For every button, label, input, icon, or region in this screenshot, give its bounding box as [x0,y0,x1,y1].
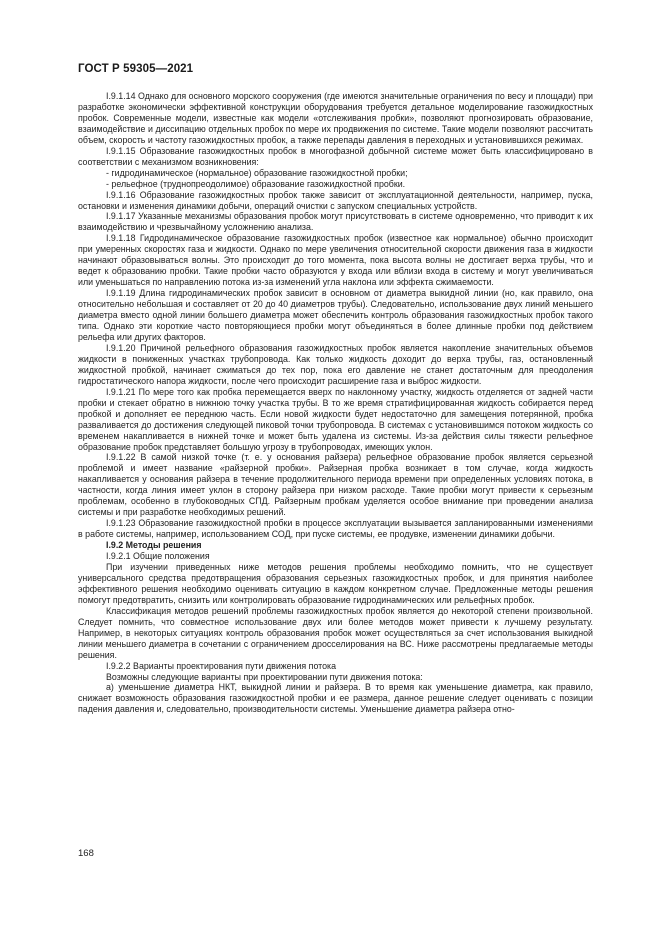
page-number: 168 [78,848,94,859]
paragraph-1-9-1-19: I.9.1.19 Длина гидродинамических пробок зависит в основном от диаметра выкидной линии (но, как правило, она относительно небольшая и составляет от 20 до 40 диаметров трубы). Следовательно, использование двух линий меньшего диаметра вместо одной линии большего диаметра может обеспечить контроль образования газожидкостных пробок такого типа. Однако эти короткие часто повторяющиеся пробки могут объединяться в более длинные пробки под действием рельефа или других факторов. [78,288,593,342]
subsection-heading: I.9.2.2 Варианты проектирования пути движения потока [106,660,337,671]
list-item: - гидродинамическое (нормальное) образование газожидкостной пробки; [106,167,408,178]
paragraph-1-9-1-22: I.9.1.22 В самой низкой точке (т. е. у основания райзера) рельефное образование пробок является серьезной проблемой и имеет название «райзерной пробки». Райзерная пробка возникает в том случае, когда жидкость накапливается у основания райзера в течение продолжительного периода времени при определенных условиях потока, в частности, когда линия имеет уклон в сторону райзера при низком расходе. Такие пробки могут привести к серьезным проблемам, особенно в глубоководных СПД. Райзерным пробкам уделяется особое внимание при проведении анализа системы и при разработке необходимых решений. [78,452,593,518]
paragraph: а) уменьшение диаметра НКТ, выкидной линии и райзера. В то время как уменьшение диаметра, как правило, снижает возможность образования газожидкостной пробки и ее размера, данное решение следует оценивать с позиции падения давления и, следовательно, производительности системы. Уменьшение диаметра райзера отно- [78,682,593,715]
paragraph-1-9-1-20: I.9.1.20 Причиной рельефного образования газожидкостных пробок является накопление значительных объемов жидкости в пониженных участках трубопровода. Как только жидкость доходит до верха трубы, газ, остановленный жидкостной пробкой, начинает сжиматься до тех пор, пока его давление не станет достаточным для преодоления гидростатического напора жидкости, после чего происходит расширение газа и выброс жидкости. [78,342,593,386]
section-heading: I.9.2 Методы решения [106,540,202,551]
paragraph-1-9-1-23: I.9.1.23 Образование газожидкостной пробки в процессе эксплуатации вызывается запланированными изменениями в работе системы, например, использованием СОД, при пуске системы, ее продувке, изменении динамики добычи. [78,518,593,540]
subsection-heading: I.9.2.1 Общие положения [106,551,210,562]
document-body [78,91,593,715]
paragraph-1-9-1-14: I.9.1.14 Однако для основного морского сооружения (где имеются значительные ограничения по весу и площади) при разработке экономически эффективной конструкции оборудования требуется детальное моделирование газожидкостных пробок. Современные модели, известные как модели «отслеживания пробки», позволяют прогнозировать образование, взаимодействие и диссипацию отдельных пробок по мере их продвижения по системе. Такие модели позволяют рассчитать объем, скорость и частоту газожидкостных пробок, а также перепады давления в переходных и установившихся режимах. [78,91,593,145]
standard-header: ГОСТ Р 59305—2021 [78,63,194,75]
paragraph-1-9-1-18: I.9.1.18 Гидродинамическое образование газожидкостных пробок (известное как нормальное) обычно происходит при умеренных скоростях газа и жидкости. Однако по мере увеличения относительной скорости движения газа в жидкости начинают образовываться волны. Это происходит до того момента, пока высота волны не достигает верха трубы, что и ведет к образованию пробки. Такие пробки часто образуются у входа или вблизи входа в систему и могут увеличиваться или уменьшаться по направлению потока из-за изменений угла наклона или эффекта сжимаемости. [78,233,593,288]
paragraph: При изучении приведенных ниже методов решения проблемы необходимо помнить, что не существует универсального средства предотвращения образования серьезных газожидкостных пробок, и для принятия наиболее эффективного решения необходимо оценивать ситуацию в каждом конкретном случае. Предложенные методы решения помогут предотвратить, снизить или контролировать образование гидродинамических или рельефных пробок. [78,561,593,605]
paragraph-1-9-1-16: I.9.1.16 Образование газожидкостных пробок также зависит от эксплуатационной деятельности, например, пуска, остановки и изменения динамики добычи, операций очистки с запуском специальных устройств. [78,189,593,211]
list-item: - рельефное (труднопреодолимое) образование газожидкостной пробки. [106,178,406,189]
paragraph-1-9-1-15: I.9.1.15 Образование газожидкостных пробок в многофазной добычной системе может быть классифицировано в соответствии с механизмом возникновения: [78,145,593,167]
paragraph: Возможны следующие варианты при проектировании пути движения потока: [106,671,423,682]
paragraph: Классификация методов решений проблемы газожидкостных пробок является до некоторой степени произвольной. Следует помнить, что совместное использование двух или более методов может привести к лучшему результату. Например, в некоторых ситуациях контроль образования пробок может осуществляться за счет использования выкидной линии меньшего диаметра в сочетании с ограничением дросселирования на ВС. Ниже рассмотрены предлагаемые методы решения. [78,605,593,660]
paragraph-1-9-1-21: I.9.1.21 По мере того как пробка перемещается вверх по наклонному участку, жидкость отделяется от задней части пробки и стекает обратно в нижнюю точку участка трубы. В то же время стратифицированная жидкость собирается перед пробкой и дополняет ее переднюю часть. Если новой жидкости будет недостаточно для замещения потерянной, пробка разваливается до достижения следующей пиковой точки трубопровода. В системах с установившимся потоком жидкость со временем накапливается в нижней точке и может быть удалена из системы. Из-за действия силы тяжести рельефное образование пробок представляет большую угрозу в трубопроводах, имеющих уклон. [78,386,593,452]
paragraph-1-9-1-17: I.9.1.17 Указанные механизмы образования пробок могут присутствовать в системе одновременно, что приводит к их взаимодействию и чрезвычайному усложнению анализа. [78,211,593,233]
